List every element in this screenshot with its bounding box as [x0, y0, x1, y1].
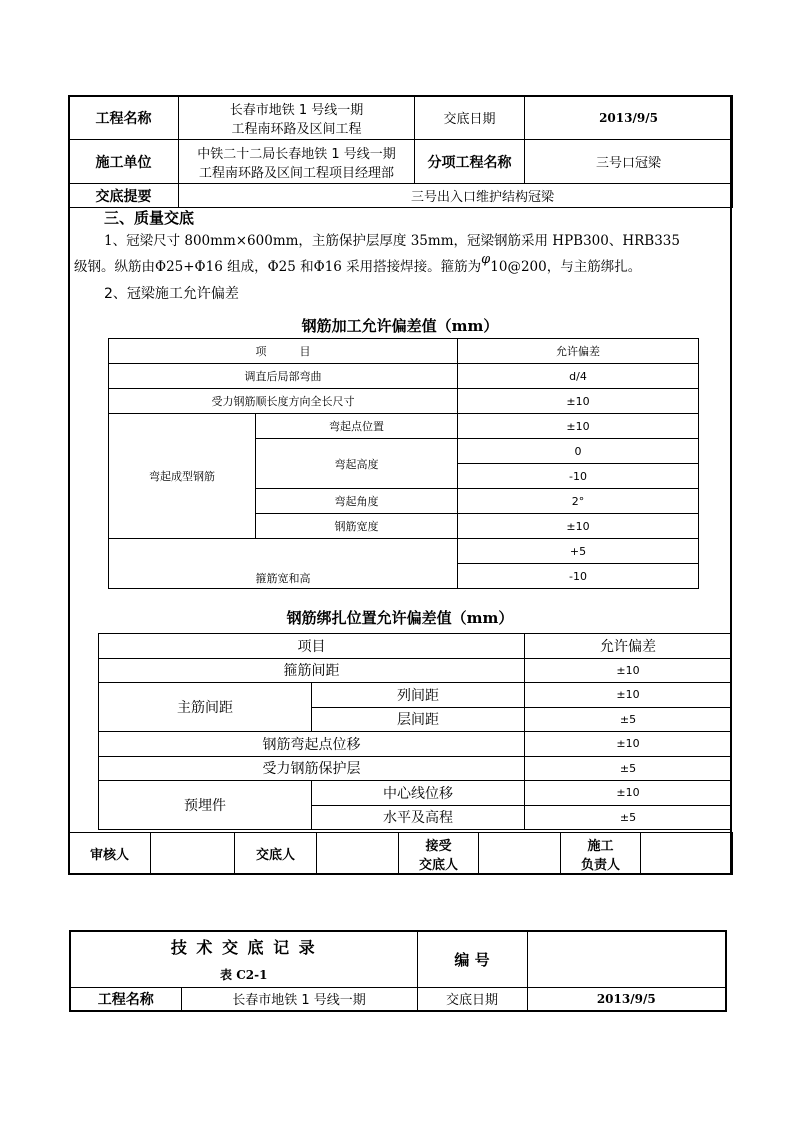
- discloser-signature: [317, 833, 399, 875]
- sheet2-date-label: 交底日期: [417, 987, 527, 1011]
- receiver-label-line2: 交底人: [418, 857, 458, 873]
- row-bend-height-value2: -10: [458, 464, 699, 489]
- table-row: [99, 732, 732, 757]
- row-bar-width: 钢筋宽度: [256, 514, 458, 539]
- row-layer-spacing-value: ±5: [525, 707, 732, 732]
- unit-value: [179, 140, 415, 184]
- row-stirrup-spacing: 箍筋间距: [99, 658, 525, 683]
- processing-tolerance-table: [108, 338, 699, 589]
- row-center-shift-value: ±10: [525, 781, 732, 806]
- table2-header-tolerance: 允许偏差: [525, 634, 732, 659]
- paragraph-2: 2、冠梁施工允许偏差: [104, 286, 239, 302]
- row-bend-point: 弯起点位置: [256, 414, 458, 439]
- table1-header-item: 项 目: [109, 339, 458, 364]
- record-title-cell: [70, 931, 417, 987]
- phi-symbol: φ: [481, 252, 491, 267]
- project-name-line1: 长春市地铁 1 号线一期: [229, 102, 364, 118]
- table-row: [109, 389, 699, 414]
- group-main-bar-spacing: 主筋间距: [99, 683, 312, 732]
- table-row: [99, 683, 732, 708]
- group-embedded-parts: 预埋件: [99, 781, 312, 830]
- project-name-value: [179, 96, 415, 140]
- table-row: [109, 414, 699, 439]
- project-name-line2: 工程南环路及区间工程: [231, 121, 362, 137]
- row-bar-width-value: ±10: [458, 514, 699, 539]
- receiver-label: [399, 833, 479, 875]
- sheet2-project-name-label: 工程名称: [70, 987, 181, 1011]
- row-layer-spacing: 层间距: [312, 707, 525, 732]
- sheet2-date-value: 2013/9/5: [527, 987, 726, 1011]
- paragraph-1-line2-a: 级钢。纵筋由Φ25+Φ16 组成，Φ25 和Φ16 采用搭接焊接。箍筋为: [74, 259, 482, 275]
- receiver-label-line1: 接受: [425, 838, 452, 854]
- summary-label: 交底提要: [69, 184, 179, 208]
- row-bend-shift: 钢筋弯起点位移: [99, 732, 525, 757]
- table2-title: 钢筋绑扎位置允许偏差值（mm）: [286, 609, 514, 627]
- unit-line2: 工程南环路及区间工程项目经理部: [198, 165, 394, 181]
- subitem-value: 三号口冠梁: [525, 140, 733, 184]
- table-row: [109, 539, 699, 564]
- leader-label-line2: 负责人: [580, 857, 620, 873]
- record-title: 技 术 交 底 记 录: [170, 938, 317, 958]
- row-bend-angle: 弯起角度: [256, 489, 458, 514]
- row-stirrup-spacing-value: ±10: [525, 658, 732, 683]
- row-center-shift: 中心线位移: [312, 781, 525, 806]
- section-heading: 三、质量交底: [104, 209, 195, 227]
- row-stirrup-value2: -10: [458, 564, 699, 589]
- row-level: 水平及高程: [312, 805, 525, 830]
- group-bent-bars: 弯起成型钢筋: [109, 414, 256, 539]
- paragraph-1-line2: [74, 254, 729, 281]
- date-label: 交底日期: [415, 96, 525, 140]
- row-level-value: ±5: [525, 805, 732, 830]
- leader-label: [561, 833, 641, 875]
- leader-label-line1: 施工: [587, 838, 614, 854]
- row-stirrup-value1: +5: [458, 539, 699, 564]
- table2-header-item: 项目: [99, 634, 525, 659]
- signature-table: [68, 832, 733, 875]
- table1-header-tolerance: 允许偏差: [458, 339, 699, 364]
- record-sheet-header: [69, 930, 727, 1012]
- row-bend-height: 弯起高度: [256, 439, 458, 489]
- sheet2-project-name-value: 长春市地铁 1 号线一期: [181, 987, 417, 1011]
- number-value: [527, 931, 726, 987]
- row-length-value: ±10: [458, 389, 699, 414]
- receiver-signature: [479, 833, 561, 875]
- row-bend-shift-value: ±10: [525, 732, 732, 757]
- row-length: 受力钢筋顺长度方向全长尺寸: [109, 389, 458, 414]
- number-label: 编 号: [417, 931, 527, 987]
- row-cover: 受力钢筋保护层: [99, 756, 525, 781]
- leader-signature: [641, 833, 733, 875]
- header-table: [68, 95, 733, 208]
- table-row: [109, 364, 699, 389]
- date-value: 2013/9/5: [525, 96, 733, 140]
- row-cover-value: ±5: [525, 756, 732, 781]
- reviewer-signature: [151, 833, 235, 875]
- row-bend-point-value: ±10: [458, 414, 699, 439]
- row-column-spacing-value: ±10: [525, 683, 732, 708]
- table-row: [99, 781, 732, 806]
- unit-line1: 中铁二十二局长春地铁 1 号线一期: [197, 146, 396, 162]
- row-bend-angle-value: 2°: [458, 489, 699, 514]
- table1-title: 钢筋加工允许偏差值（mm）: [301, 317, 499, 335]
- row-straighten-value: d/4: [458, 364, 699, 389]
- binding-tolerance-table: [98, 633, 732, 830]
- paragraph-1-line1: 1、冠梁尺寸 800mm×600mm，主筋保护层厚度 35mm，冠梁钢筋采用 HPB300、HRB335: [104, 233, 680, 249]
- row-bend-height-value1: 0: [458, 439, 699, 464]
- row-stirrup: 箍筋宽和高: [109, 539, 458, 589]
- row-column-spacing: 列间距: [312, 683, 525, 708]
- subitem-label: 分项工程名称: [415, 140, 525, 184]
- unit-label: 施工单位: [69, 140, 179, 184]
- table-row: [99, 756, 732, 781]
- discloser-label: 交底人: [235, 833, 317, 875]
- form-number: 表 C2-1: [220, 968, 268, 983]
- summary-value: 三号出入口维护结构冠梁: [179, 184, 733, 208]
- row-straighten: 调直后局部弯曲: [109, 364, 458, 389]
- table-row: [99, 658, 732, 683]
- paragraph-1-line2-b: 10@200，与主筋绑扎。: [490, 259, 642, 275]
- disclosure-body: [74, 208, 729, 307]
- reviewer-label: 审核人: [69, 833, 151, 875]
- project-name-label: 工程名称: [69, 96, 179, 140]
